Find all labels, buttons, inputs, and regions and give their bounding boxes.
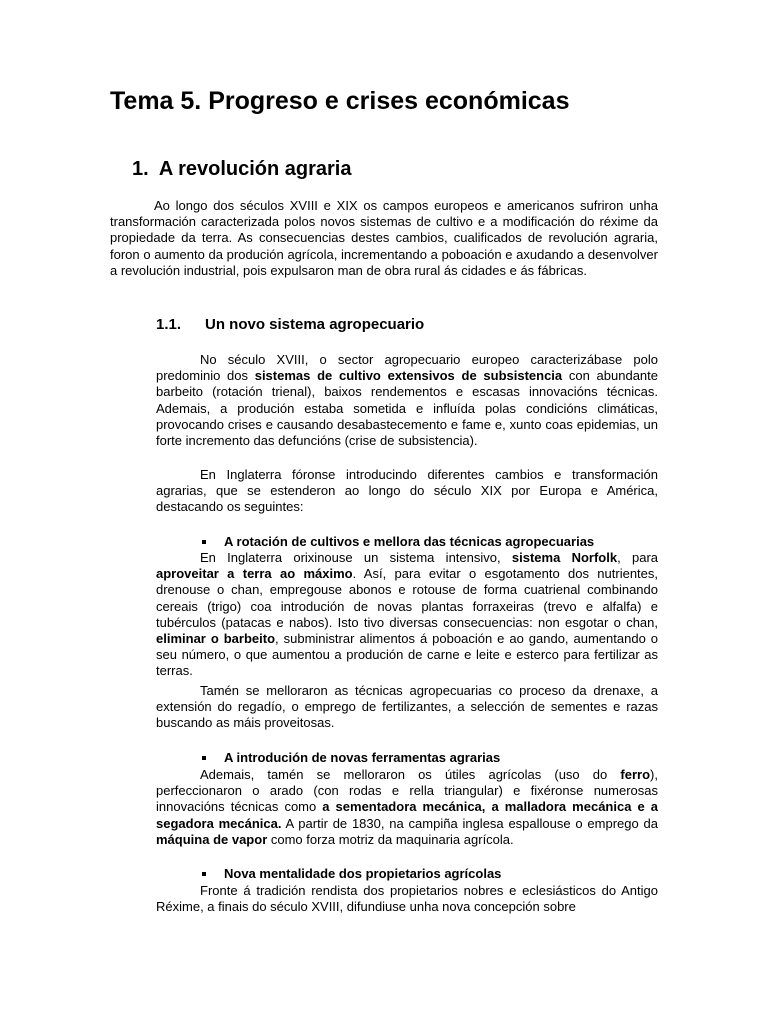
text-run: . Así, para evitar o esgotamento dos nutrientes, drenouse o chan, empregouse abonos e rotouse de forma cuatrienal combinando cereais (trigo) coa introdución de novas plantas forraxeiras (trevo e alfalfa) e tubérculos (patacas e nabos). Isto tivo diversas consecuencias: non esgotar o chan, (156, 566, 659, 630)
text-run: Fronte á tradición rendista dos propietarios nobres e eclesiásticos do Antigo Réxime, a finais do século XVIII, difundiuse unha nova concepción sobre (156, 883, 658, 915)
intro-text: Ao longo dos séculos XVIII e XIX os campos europeos e americanos sufriron unha transformación caracterizada polos novos sistemas de cultivo e a modificación do réxime da propiedade da terra. As consecuencias destes cambios, cualificados de revolución agraria, foron o aumento da produción agrícola, incrementando a poboación e axudando a desenvolver a revolución industrial, pois expulsaron man de obra rural ás cidades e ás fábricas. (110, 198, 658, 278)
subsection-number: 1.1. (156, 316, 182, 333)
paragraph-tools (156, 767, 658, 848)
bullet-title: A rotación de cultivos e mellora das técnicas agropecuarias (224, 534, 595, 549)
text-run: , subministrar alimentos á poboación e ao gando, aumentando o seu número, o que aumentou a produción de carne e leite e esterco para fertilizar as terras. (156, 631, 658, 679)
bullet-title: A introdución de novas ferramentas agrarias (224, 750, 501, 765)
subsection-title: Un novo sistema agropecuario (205, 316, 425, 333)
paragraph-norfolk-system (156, 550, 658, 680)
text-run: como forza motriz da maquinaria agrícola. (267, 831, 514, 847)
bold-run: sistema Norfolk (511, 550, 618, 565)
section-heading-1 (132, 155, 351, 183)
section-title: A revolución agraria (158, 158, 352, 180)
bullet-heading-new-tools (202, 750, 500, 766)
bullet-icon (202, 872, 206, 876)
section-intro-paragraph (110, 198, 658, 279)
paragraph-england-changes (156, 467, 658, 516)
bold-run: a sementadora mecánica, a malladora mecánica e a segadora mecánica. (156, 799, 658, 831)
paragraph-techniques (156, 683, 658, 732)
bold-run: máquina de vapor (156, 831, 268, 847)
text-run: Tamén se melloraron as técnicas agropecuarias co proceso da drenaxe, a extensión do regadío, o emprego de fertilizantes, a selección de sementes e razas buscando as máis proveitosas. (156, 683, 658, 731)
document-title: Tema 5. Progreso e crises económicas (110, 87, 570, 115)
text-run: ), perfeccionaron o arado (con rodas e rella triangular) e fixéronse numerosas innovacións técnicas como (156, 767, 658, 815)
bold-run: ferro (620, 767, 651, 782)
bullet-icon (202, 756, 206, 760)
paragraph-mentality (156, 883, 658, 915)
subsection-heading-1-1 (156, 315, 424, 335)
bullet-title: Nova mentalidade dos propietarios agrícolas (224, 866, 502, 881)
text-run: A partir de 1830, na campiña inglesa espallouse o emprego da (281, 815, 658, 831)
text-run: Ademais, tamén se melloraron os útiles agrícolas (uso do (200, 767, 621, 782)
paragraph-extensive-systems (156, 352, 658, 449)
text-run: , para (617, 550, 658, 565)
bullet-heading-new-mentality (202, 866, 501, 882)
bold-run: sistemas de cultivo extensivos de subsistencia (254, 368, 563, 384)
bullet-heading-crop-rotation (202, 534, 594, 550)
section-number: 1. (132, 158, 149, 180)
bold-run: aproveitar a terra ao máximo (156, 566, 353, 582)
bullet-icon (202, 540, 206, 544)
text-run: No século XVIII, o sector agropecuario europeo caracterizábase polo predominio dos (156, 352, 658, 384)
bold-run: eliminar o barbeito (156, 631, 276, 647)
text-run: En Inglaterra fóronse introducindo diferentes cambios e transformación agrarias, que se estenderon ao longo do século XIX por Europa e América, destacando os seguintes: (156, 467, 658, 515)
text-run: con abundante barbeito (rotación trienal), baixos rendementos e escasas innovacións técnicas. Ademais, a produción estaba sometida e influída polas condicións climáticas, provocando crises e causando desabastecemento e fame e, xunto coas epidemias, un forte incremento das defuncións (crise de subsistencia). (156, 368, 659, 449)
text-run: En Inglaterra orixinouse un sistema intensivo, (200, 550, 512, 565)
